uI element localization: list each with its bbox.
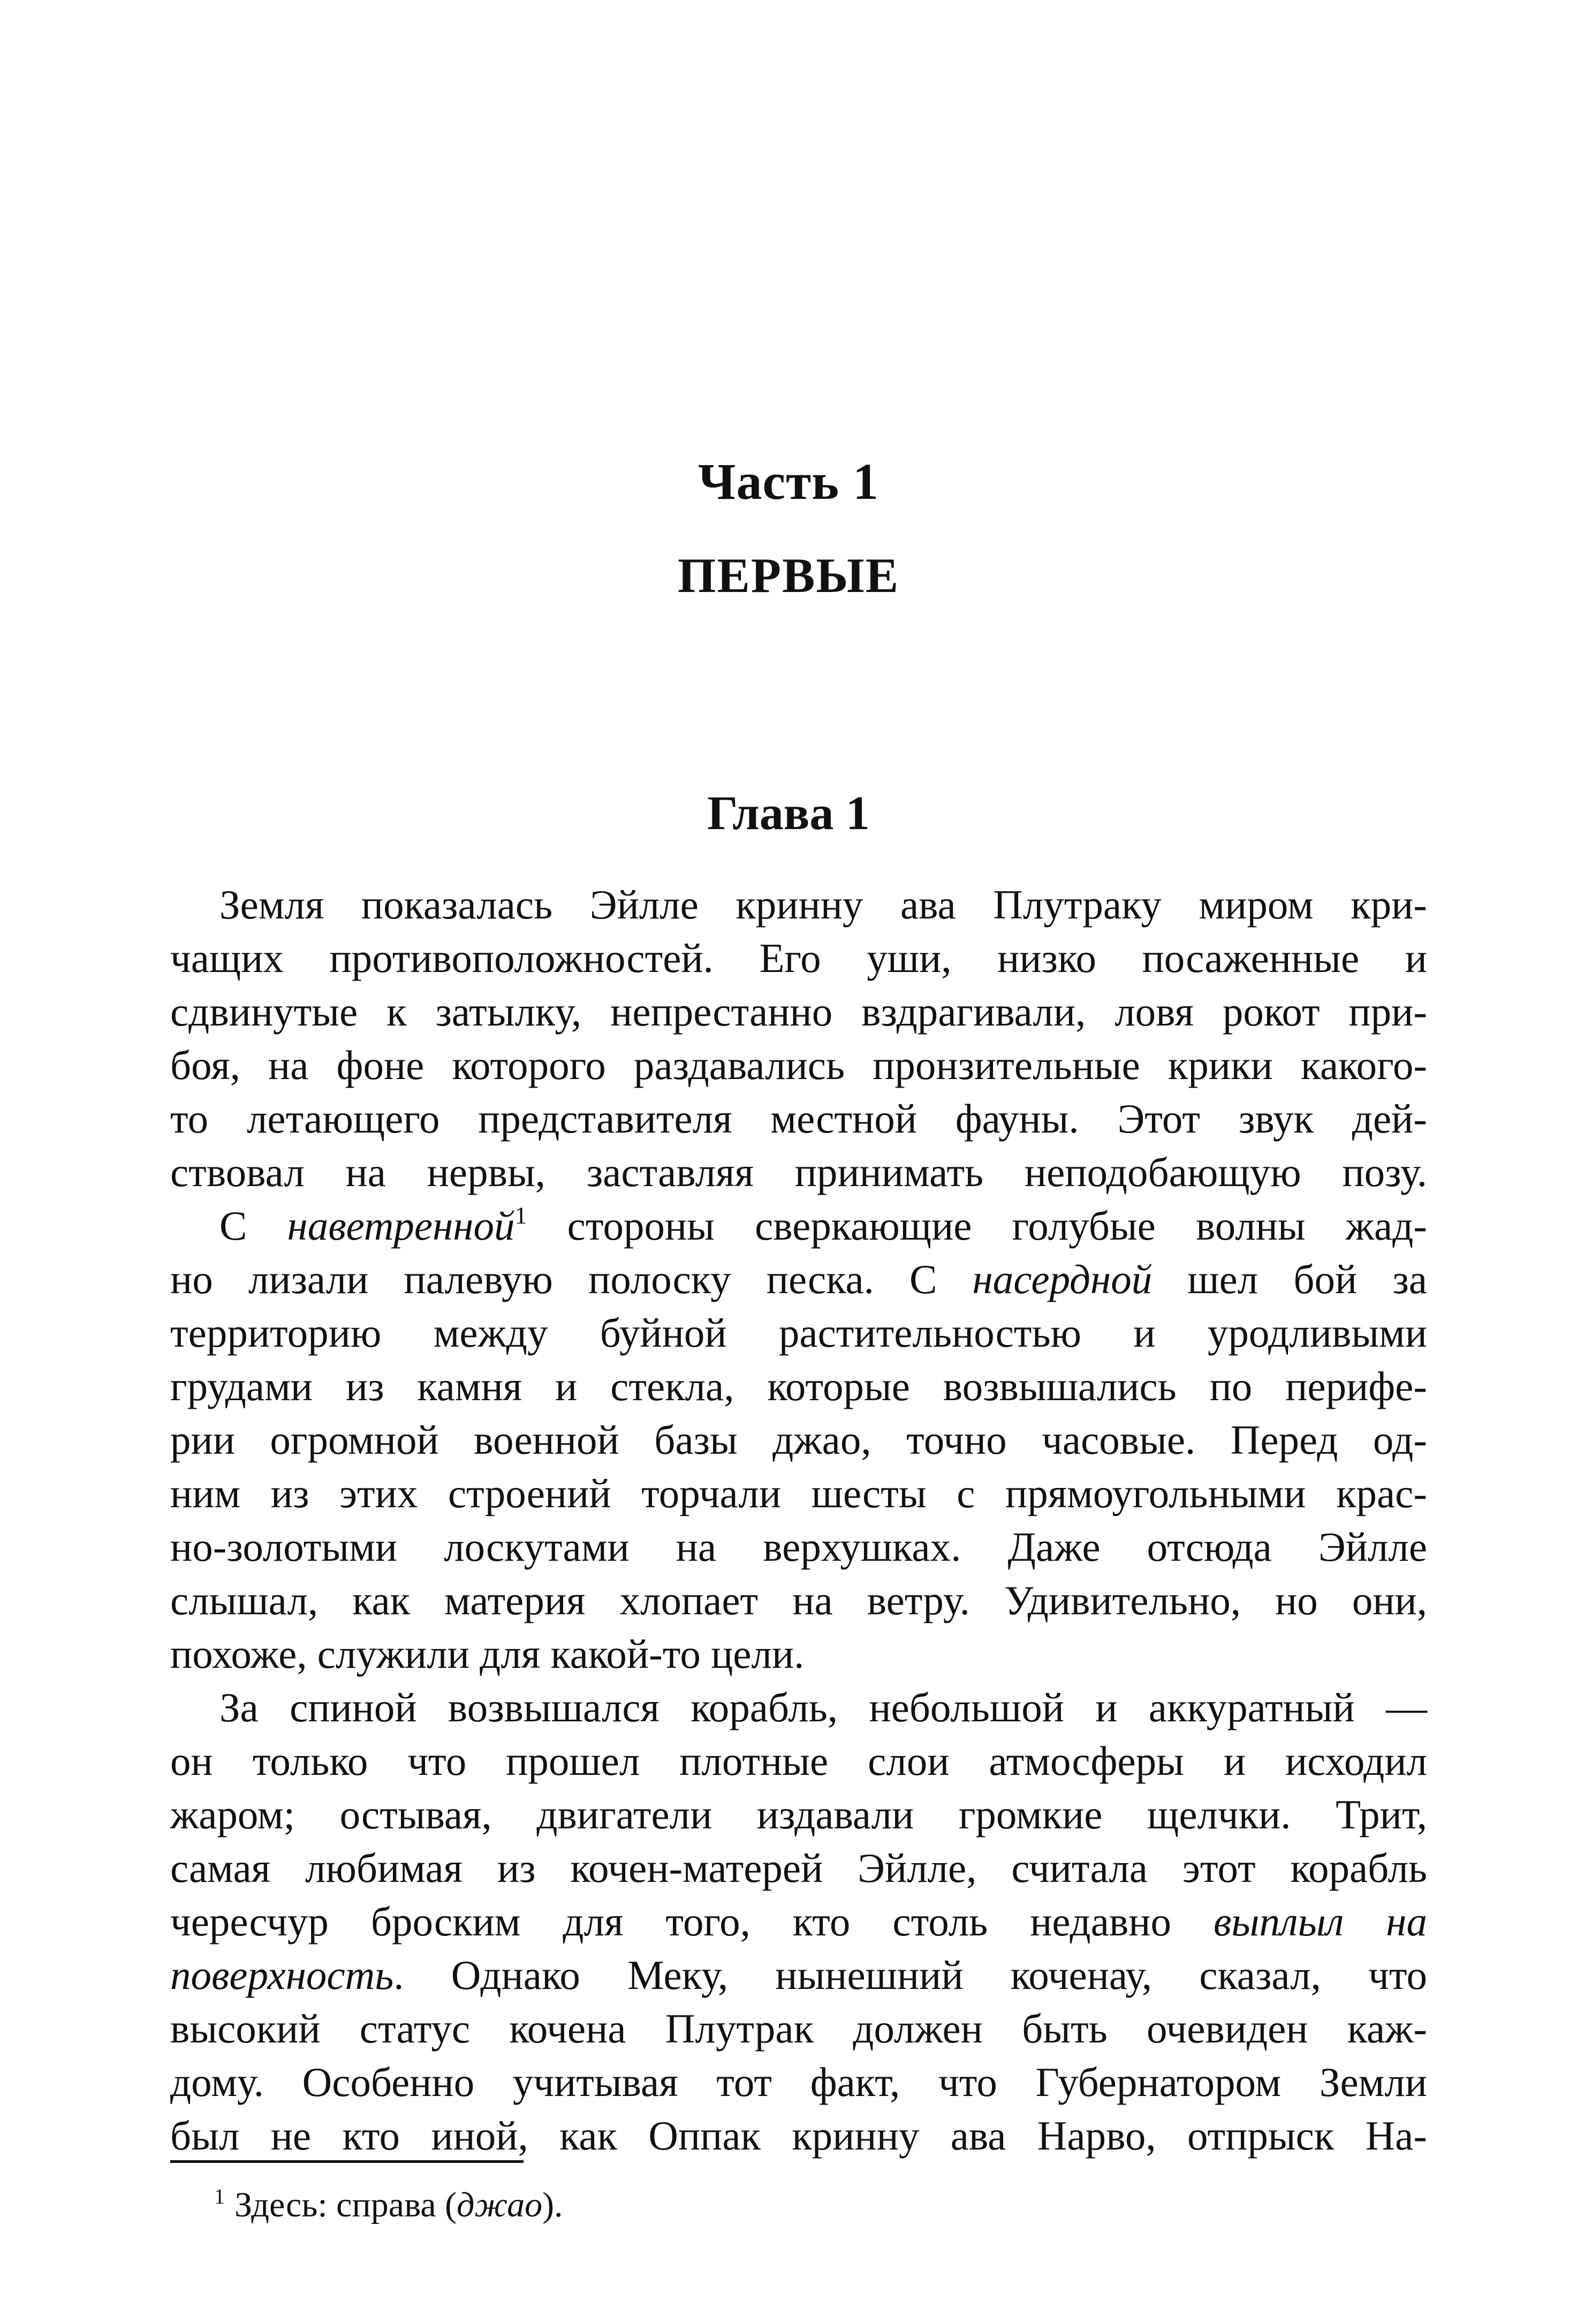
text-segment: Земля показалась Эйлле кринну ава Плутраку миром кри- xyxy=(219,882,1427,928)
footnote-text-after: ). xyxy=(542,2185,563,2224)
text-segment: дому. Особенно учитывая тот факт, что Губернатором Земли xyxy=(170,2059,1427,2105)
italic-term: выплыл на xyxy=(1213,1898,1427,1945)
text-line xyxy=(170,1199,1427,1252)
text-line xyxy=(170,1092,1427,1145)
text-line xyxy=(170,1520,1427,1574)
text-line xyxy=(170,1574,1427,1627)
text-line xyxy=(170,1841,1427,1895)
chapter-body-text xyxy=(170,878,1427,2162)
text-line xyxy=(170,1948,1427,2002)
text-segment: грудами из камня и стекла, которые возвышались по перифе- xyxy=(170,1363,1427,1409)
footnote-mark: 1 xyxy=(214,2184,225,2208)
text-segment: С xyxy=(219,1203,287,1249)
text-segment: За спиной возвышался корабль, небольшой и аккуратный — xyxy=(219,1684,1427,1730)
text-line xyxy=(170,1252,1427,1306)
text-line xyxy=(170,1895,1427,1948)
text-segment: высокий статус кочена Плутрак должен быть очевиден каж- xyxy=(170,2006,1427,2052)
footnote xyxy=(214,2181,563,2229)
text-line xyxy=(170,1413,1427,1467)
text-line xyxy=(170,931,1427,985)
text-segment: то летающего представителя местной фауны. Этот звук дей- xyxy=(170,1096,1427,1142)
text-segment: чересчур броским для того, кто столь недавно xyxy=(170,1898,1214,1945)
text-segment: шел бой за xyxy=(1152,1256,1427,1302)
text-line xyxy=(170,1681,1427,1734)
text-segment: был не кто иной, как Оппак кринну ава Нарво, отпрыск На- xyxy=(170,2113,1427,2159)
text-segment: . Однако Меку, нынешний коченау, сказал, что xyxy=(393,1952,1427,1998)
text-line xyxy=(170,985,1427,1038)
text-segment: он только что прошел плотные слои атмосферы и исходил xyxy=(170,1738,1427,1784)
italic-term: насердной xyxy=(972,1256,1153,1302)
text-segment: самая любимая из кочен-матерей Эйлле, считала этот корабль xyxy=(170,1845,1427,1891)
text-segment: чащих противоположностей. Его уши, низко посаженные и xyxy=(170,935,1427,981)
italic-term: поверхность xyxy=(170,1952,394,1998)
footnote-reference: 1 xyxy=(514,1202,527,1229)
text-segment: территорию между буйной растительностью и уродливыми xyxy=(170,1310,1427,1356)
text-segment: похоже, служили для какой-то цели. xyxy=(170,1631,805,1677)
text-line xyxy=(170,2109,1427,2162)
text-line xyxy=(170,1734,1427,1788)
text-segment: рии огромной военной базы джао, точно часовые. Перед од- xyxy=(170,1417,1427,1463)
part-title: Часть 1 xyxy=(698,453,879,510)
text-line xyxy=(170,1788,1427,1841)
text-line xyxy=(170,1627,1427,1681)
text-line xyxy=(170,1306,1427,1360)
text-segment: сдвинутые к затылку, непрестанно вздрагивали, ловя рокот при- xyxy=(170,989,1427,1035)
italic-term: наветренной xyxy=(287,1203,515,1249)
text-segment: стороны сверкающие голубые волны жад- xyxy=(527,1203,1428,1249)
text-segment: жаром; остывая, двигатели издавали громкие щелчки. Трит, xyxy=(170,1791,1427,1837)
text-line xyxy=(170,878,1427,931)
footnote-text-italic: джао xyxy=(457,2185,543,2224)
text-segment: ствовал на нервы, заставляя принимать неподобающую позу. xyxy=(170,1149,1427,1195)
text-segment: но лизали палевую полоску песка. С xyxy=(170,1256,973,1302)
text-line xyxy=(170,1360,1427,1413)
footnote-divider xyxy=(170,2160,524,2163)
chapter-title: Глава 1 xyxy=(707,787,870,840)
text-segment: ним из этих строений торчали шесты с прямоугольными крас- xyxy=(170,1470,1427,1516)
text-line xyxy=(170,2055,1427,2109)
part-name: ПЕРВЫЕ xyxy=(677,548,900,603)
text-line xyxy=(170,2002,1427,2055)
text-line xyxy=(170,1467,1427,1520)
text-segment: слышал, как материя хлопает на ветру. Удивительно, но они, xyxy=(170,1577,1427,1623)
text-segment: боя, на фоне которого раздавались пронзительные крики какого- xyxy=(170,1042,1427,1088)
footnote-text-before: Здесь: справа ( xyxy=(234,2185,457,2224)
text-segment: но-золотыми лоскутами на верхушках. Даже отсюда Эйлле xyxy=(170,1524,1427,1570)
text-line xyxy=(170,1145,1427,1199)
text-line xyxy=(170,1038,1427,1092)
